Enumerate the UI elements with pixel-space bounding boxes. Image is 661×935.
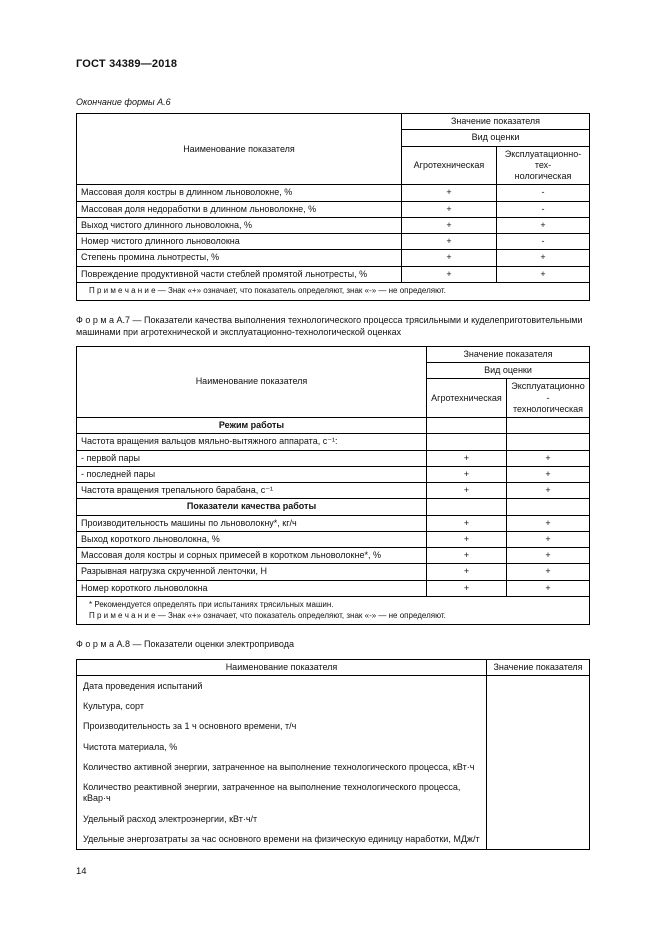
agro-value [427, 434, 507, 450]
agro-value: + [402, 266, 497, 282]
expl-value: + [507, 548, 590, 564]
value-cell [487, 737, 590, 757]
expl-value [507, 418, 590, 434]
expl-value: + [507, 531, 590, 547]
indicator-name: Количество активной энергии, затраченное на выполнение технологического процесса, кВт·ч [77, 757, 487, 777]
agro-value: + [427, 564, 507, 580]
indicator-name: Номер короткого льноволокна [77, 580, 427, 596]
table-row [77, 466, 590, 482]
table-header-row [77, 659, 590, 675]
col-header-eval: Вид оценки [427, 363, 590, 379]
page-number: 14 [76, 866, 87, 878]
indicator-name: - первой пары [77, 450, 427, 466]
table-row [77, 696, 590, 716]
table-row [77, 716, 590, 736]
col-header-expl: Эксплуатационно- технологическая [507, 379, 590, 418]
expl-value: + [497, 217, 590, 233]
value-cell [487, 757, 590, 777]
table-row [77, 757, 590, 777]
table-row [77, 675, 590, 696]
agro-value [427, 499, 507, 515]
table-row [77, 564, 590, 580]
table-note: П р и м е ч а н и е — Знак «+» означает, что показатель определяют, знак «-» — не определяют. [89, 610, 446, 620]
agro-value: + [427, 580, 507, 596]
indicator-name: Разрывная нагрузка скрученной ленточки, Н [77, 564, 427, 580]
value-cell [487, 829, 590, 850]
table-a6 [76, 113, 590, 301]
table-row [77, 217, 590, 233]
value-cell [487, 809, 590, 829]
expl-value: + [497, 250, 590, 266]
expl-value [507, 434, 590, 450]
expl-value: + [507, 580, 590, 596]
col-header-name: Наименование показателя [77, 114, 402, 185]
indicator-name: Массовая доля недоработки в длинном льноволокне, % [77, 201, 402, 217]
doc-number: ГОСТ 34389—2018 [76, 58, 178, 70]
table-row [77, 580, 590, 596]
table-header-row [77, 346, 590, 362]
section-title: Режим работы [77, 418, 427, 434]
indicator-name: Чистота материала, % [77, 737, 487, 757]
table-row [77, 777, 590, 809]
expl-value: - [497, 185, 590, 201]
table-row [77, 266, 590, 282]
expl-value: + [497, 266, 590, 282]
table-row [77, 737, 590, 757]
table-header-row [77, 114, 590, 130]
indicator-name: Удельные энергозатраты за час основного времени на физическую единицу наработки, МДж/т [77, 829, 487, 850]
indicator-name: Массовая доля костры и сорных примесей в коротком льноволокне*, % [77, 548, 427, 564]
form-a7-caption: Ф о р м а А.7 — Показатели качества выполнения технологического процесса трясильными и куделеприготовительными машинами при агротехнической и эксплуатационно-технологической оценках [76, 314, 583, 337]
value-cell [487, 696, 590, 716]
form-a8-caption: Ф о р м а А.8 — Показатели оценки электропривода [76, 639, 294, 650]
indicator-name: Культура, сорт [77, 696, 487, 716]
col-header-name: Наименование показателя [77, 346, 427, 417]
col-header-value: Значение показателя [487, 659, 590, 675]
value-cell [487, 675, 590, 696]
section-header-row [77, 418, 590, 434]
table-a8 [76, 659, 590, 851]
col-header-agro: Агротехническая [402, 146, 497, 185]
indicator-name: Удельный расход электроэнергии, кВт·ч/т [77, 809, 487, 829]
table-row [77, 234, 590, 250]
indicator-name: Степень промина льнотресты, % [77, 250, 402, 266]
expl-value [507, 499, 590, 515]
table-row [77, 531, 590, 547]
value-cell [487, 716, 590, 736]
table-a7 [76, 346, 590, 626]
table-footnote: * Рекомендуется определять при испытаниях трясильных машин. [89, 599, 334, 609]
agro-value: + [402, 201, 497, 217]
expl-value: + [507, 466, 590, 482]
table-row [77, 201, 590, 217]
agro-value: + [402, 185, 497, 201]
table-row [77, 548, 590, 564]
indicator-name: Номер чистого длинного льноволокна [77, 234, 402, 250]
indicator-name: - последней пары [77, 466, 427, 482]
value-cell [487, 777, 590, 809]
agro-value: + [427, 483, 507, 499]
section-header-row [77, 499, 590, 515]
col-header-value: Значение показателя [427, 346, 590, 362]
col-header-value: Значение показателя [402, 114, 590, 130]
col-header-expl: Эксплуатационно-тех- нологическая [497, 146, 590, 185]
expl-value: + [507, 515, 590, 531]
col-header-eval: Вид оценки [402, 130, 590, 146]
table-row [77, 185, 590, 201]
indicator-name: Производительность машины по льноволокну*, кг/ч [77, 515, 427, 531]
indicator-name: Выход короткого льноволокна, % [77, 531, 427, 547]
table-note: П р и м е ч а н и е — Знак «+» означает, что показатель определяют, знак «-» — не определяют. [77, 282, 590, 300]
agro-value [427, 418, 507, 434]
agro-value: + [427, 466, 507, 482]
indicator-name: Выход чистого длинного льноволокна, % [77, 217, 402, 233]
agro-value: + [402, 250, 497, 266]
col-header-agro: Агротехническая [427, 379, 507, 418]
indicator-name: Частота вращения трепального барабана, с⁻¹ [77, 483, 427, 499]
indicator-name: Повреждение продуктивной части стеблей промятой льнотресты, % [77, 266, 402, 282]
table-row [77, 450, 590, 466]
agro-value: + [427, 450, 507, 466]
expl-value: + [507, 450, 590, 466]
indicator-name: Массовая доля костры в длинном льноволокне, % [77, 185, 402, 201]
col-header-name: Наименование показателя [77, 659, 487, 675]
expl-value: - [497, 201, 590, 217]
table-row [77, 250, 590, 266]
indicator-name: Дата проведения испытаний [77, 675, 487, 696]
expl-value: - [497, 234, 590, 250]
table-note-row [77, 282, 590, 300]
agro-value: + [427, 548, 507, 564]
table-a6-caption: Окончание формы А.6 [76, 97, 171, 107]
section-title: Показатели качества работы [77, 499, 427, 515]
indicator-name: Частота вращения вальцов мяльно-вытяжного аппарата, с⁻¹: [77, 434, 427, 450]
agro-value: + [402, 234, 497, 250]
table-row [77, 829, 590, 850]
agro-value: + [427, 515, 507, 531]
agro-value: + [427, 531, 507, 547]
expl-value: + [507, 564, 590, 580]
agro-value: + [402, 217, 497, 233]
table-row [77, 483, 590, 499]
table-row [77, 515, 590, 531]
table-note-row [77, 596, 590, 625]
table-row [77, 809, 590, 829]
table-row [77, 434, 590, 450]
indicator-name: Производительность за 1 ч основного времени, т/ч [77, 716, 487, 736]
expl-value: + [507, 483, 590, 499]
indicator-name: Количество реактивной энергии, затраченное на выполнение технологического процесса, кВар·ч [77, 777, 487, 809]
